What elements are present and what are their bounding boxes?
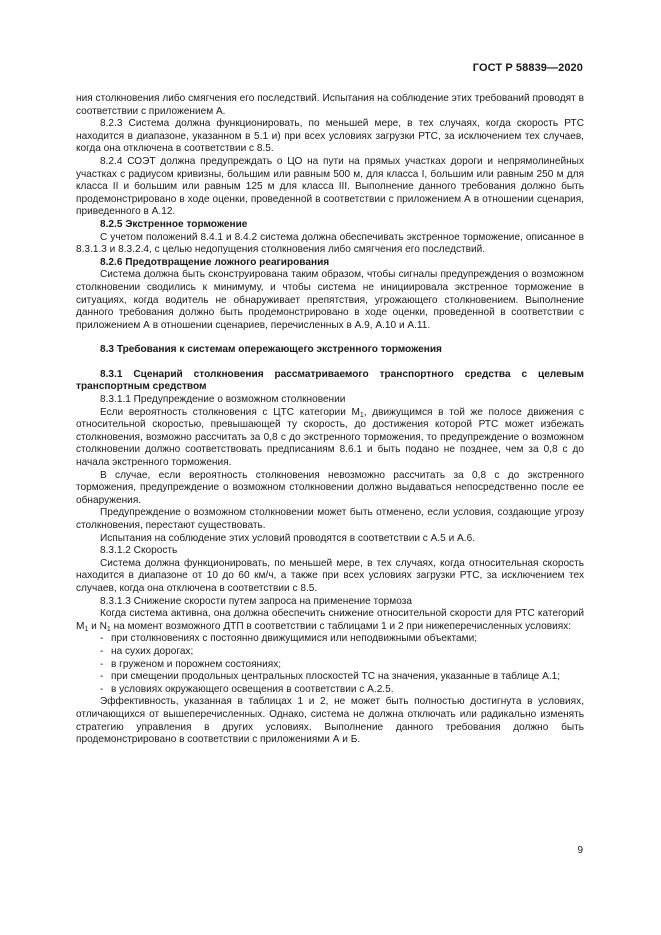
paragraph: Испытания на соблюдение этих условий проводятся в соответствии с А.5 и А.6. (100, 532, 476, 544)
paragraph: Система должна функционировать, по меньшей мере, в тех случаях, когда относительная скорость находится в диапазоне от 10 до 60 км/ч, а также при всех условиях загрузки РТС, за исключением тех случаев, когда она отключена в соответствии с 8.5. (76, 557, 584, 594)
list-marker: - (100, 671, 104, 683)
list-item (76, 684, 584, 697)
subsection-title: 8.3.1.1 Предупреждение о возможном столкновении (100, 394, 346, 406)
subscript: 1 (359, 411, 364, 419)
section-heading: 8.3 Требования к системам опережающего экстренного торможения (100, 344, 442, 356)
paragraph (76, 608, 584, 633)
paragraph: С учетом положений 8.4.1 и 8.4.2 система должна обеспечивать экстренное торможение, описанное в 8.3.1.3 и 8.3.2.4, с целью недопущения столкновения либо смягчения его последствий. (76, 231, 584, 256)
subsection-title: 8.3.1.3 Снижение скорости путем запроса на применение тормоза (100, 595, 412, 607)
text-run: и N (88, 620, 107, 632)
list-item (76, 633, 584, 646)
list-marker: - (100, 658, 104, 670)
list-item-text: на сухих дорогах; (111, 645, 194, 657)
paragraph: Система должна быть сконструирована таким образом, чтобы сигналы предупреждения о возможном столкновении сводились к минимуму, и чтобы система не инициировала экстренное торможение в ситуациях, когда водитель не обнаруживает препятствия, угрожающего столкновением. Выполнение данного требования должно быть продемонстрировано в ходе оценки, проведенной в соответствии с приложением А в отношении сценариев, перечисленных в А.9, А.10 и А.11. (76, 269, 584, 331)
paragraph: Эффективность, указанная в таблицах 1 и 2, не может быть полностью достигнута в условиях, отличающихся от вышеперечисленных. Однако, система не должна отключать или радикально изменять стратегию управления в других условиях. Выполнение данного требования должно быть продемонстрировано в соответствии с приложениями А и Б. (76, 696, 584, 746)
text-run: , движущимся в той же полосе движения с относительной скоростью, превышающей ту скорость, до достижения которой РТС может избежать столкновения, возможно рассчитать за 0,8 с до экстренного торможения, то предупреждение о возможном столкновении должно соответствовать предписаниям 8.6.1 и быть подано не позднее, чем за 0,8 с до начала экстренного торможения. (76, 406, 584, 469)
section-heading: 8.3.1 Сценарий столкновения рассматриваемого транспортного средства с целевым транспортным средством (76, 368, 584, 393)
list-marker: - (100, 683, 104, 695)
paragraph: В случае, если вероятность столкновения невозможно рассчитать за 0,8 с до экстренного торможения, предупреждение о возможном столкновении должно выдаваться непосредственно после ее обнаружения. (76, 469, 584, 506)
list-item-text: в условиях окружающего освещения в соответствии с А.2.5. (111, 683, 394, 695)
paragraph (76, 407, 584, 470)
document-body (76, 93, 584, 747)
list-item-text: в груженом и порожнем состояниях; (111, 658, 282, 670)
standard-designation: ГОСТ Р 58839—2020 (472, 62, 583, 74)
list-item (76, 671, 584, 684)
text-run: на момент возможного ДТП в соответствии с таблицами 1 и 2 при нижеперечисленных условиях: (110, 620, 572, 632)
subscript: 1 (106, 625, 111, 633)
page-number: 9 (577, 845, 583, 856)
list-item-text: при столкновениях с постоянно движущимися или неподвижными объектами; (111, 633, 478, 645)
subsection-title: 8.3.1.2 Скорость (100, 545, 178, 557)
paragraph: 8.2.3 Система должна функционировать, по меньшей мере, в тех случаях, когда скорость РТС находится в диапазоне, указанном в 5.1 и) при всех условиях загрузки РТС, за исключением тех случаев, когда она отключена в соответствии с 8.5. (76, 118, 584, 155)
list-marker: - (100, 633, 104, 645)
list-item-text: при смещении продольных центральных плоскостей ТС на значения, указанные в таблице А.1; (111, 671, 561, 683)
paragraph: 8.2.4 СОЭТ должна предупреждать о ЦО на пути на прямых участках дороги и непрямолинейных участках с радиусом кривизны, большим или равным 500 м, для класса I, большим или равным 250 м для класса II и большим или равным 125 м для класса III. Выполнение данного требования должно быть продемонстрировано в ходе оценки, проведенной в соответствии с приложением А в отношении сценария, приведенного в А.12. (76, 155, 584, 218)
list-item (76, 659, 584, 672)
list-marker: - (100, 645, 104, 657)
text-run: Когда система активна, она должна обеспечить снижение относительной скорости для РТС категорий М (76, 608, 584, 632)
paragraph: ния столкновения либо смягчения его последствий. Испытания на соблюдение этих требований проводят в соответствии с приложением А. (76, 93, 584, 117)
list-item (76, 646, 584, 659)
paragraph: Предупреждение о возможном столкновении может быть отменено, если условия, создающие угрозу столкновения, перестают существовать. (76, 507, 584, 531)
subscript: 1 (84, 625, 89, 633)
text-run: Если вероятность столкновения с ЦТС категории М (100, 406, 360, 418)
section-heading: 8.2.6 Предотвращение ложного реагирования (100, 256, 330, 268)
section-heading: 8.2.5 Экстренное торможение (100, 218, 248, 230)
